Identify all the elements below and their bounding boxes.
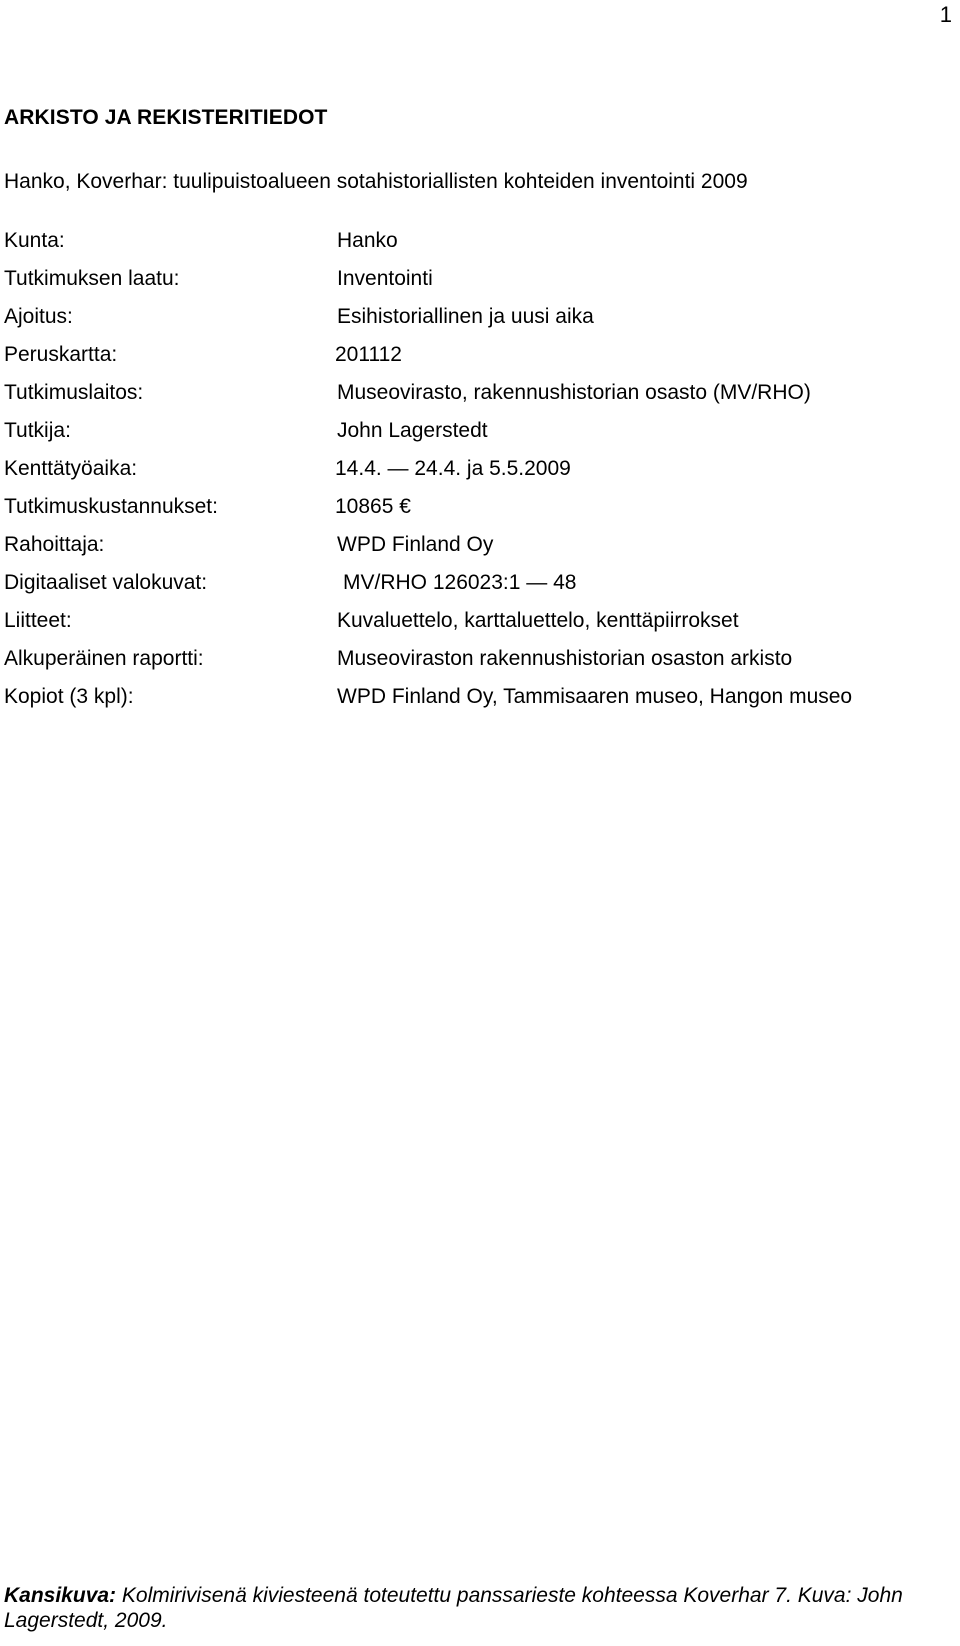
field-value: 201112 [335,343,402,366]
field-label: Tutkimuslaitos: [4,381,144,404]
field-value: MV/RHO 126023:1 — 48 [343,571,577,594]
field-value: Hanko [337,229,398,252]
field-value: 10865 € [335,495,411,518]
page-number: 1 [939,2,952,27]
field-value: Museovirasto, rakennushistorian osasto (MV/RHO) [337,381,811,404]
field-value: WPD Finland Oy, Tammisaaren museo, Hangon museo [337,685,853,708]
field-label: Digitaaliset valokuvat: [4,571,208,594]
field-label: Tutkimuskustannukset: [4,495,218,518]
field-label: Rahoittaja: [4,533,105,556]
field-value: Inventointi [337,267,433,290]
field-label: Tutkimuksen laatu: [4,267,180,290]
field-label: Liitteet: [4,609,72,632]
field-value: 14.4. — 24.4. ja 5.5.2009 [335,457,571,480]
field-label: Tutkija: [4,419,71,442]
report-subtitle: Hanko, Koverhar: tuulipuistoalueen sotahistoriallisten kohteiden inventointi 2009 [4,170,748,193]
field-value: Museoviraston rakennushistorian osaston arkisto [337,647,793,670]
field-label: Peruskartta: [4,343,118,366]
field-label: Alkuperäinen raportti: [4,647,204,670]
field-label: Kenttätyöaika: [4,457,138,480]
field-value: WPD Finland Oy [337,533,494,556]
field-label: Kunta: [4,229,65,252]
caption-label: Kansikuva: [4,1584,117,1607]
cover-image-caption [4,1583,934,1633]
field-value: Kuvaluettelo, karttaluettelo, kenttäpiirrokset [337,609,739,632]
caption-text: Kolmirivisenä kiviesteenä toteutettu panssarieste kohteessa Koverhar 7. Kuva: John Lagerstedt, 2009. [4,1584,903,1632]
page-title: ARKISTO JA REKISTERITIEDOT [4,106,328,129]
field-value: Esihistoriallinen ja uusi aika [337,305,594,328]
field-label: Kopiot (3 kpl): [4,685,134,708]
field-label: Ajoitus: [4,305,73,328]
field-value: John Lagerstedt [337,419,488,442]
